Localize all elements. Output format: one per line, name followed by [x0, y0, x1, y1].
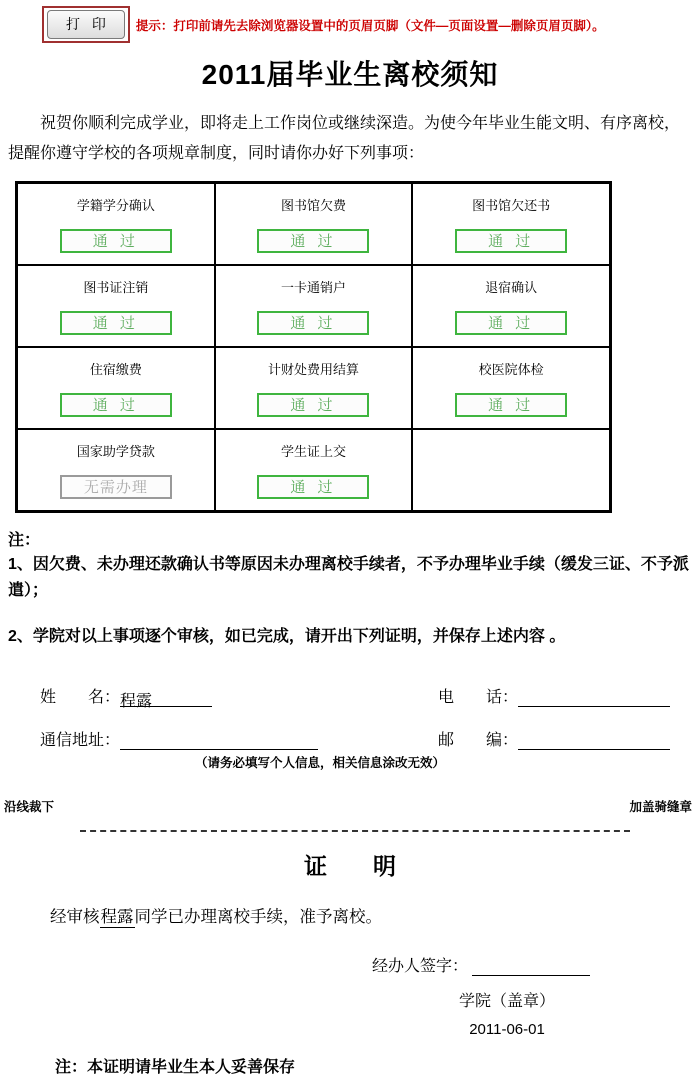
cut-instruction-row: [4, 797, 692, 815]
form-row-address-zip: [40, 727, 670, 750]
notes-heading: 注：: [8, 532, 41, 549]
certificate-student-name: 程露: [100, 908, 134, 926]
signer-line: [372, 953, 642, 976]
seal-across-label: 加盖骑缝章: [629, 800, 692, 814]
checklist-item-label: 退宿确认: [485, 280, 538, 295]
checklist-cell: [412, 429, 610, 511]
checklist-cell: [17, 347, 215, 429]
status-badge: 通 过: [455, 311, 567, 335]
checklist-cell: [412, 183, 610, 265]
address-field: [120, 731, 318, 750]
keep-note: 注：本证明请毕业生本人妥善保存: [55, 1059, 296, 1076]
cut-along-line-label: 沿线裁下: [4, 800, 55, 814]
checklist-item-label: 计财处费用结算: [267, 362, 359, 377]
form-row-name-phone: [40, 684, 670, 710]
status-badge: 通 过: [60, 229, 172, 253]
checklist-cell: [17, 183, 215, 265]
signature-block: [372, 953, 642, 1038]
checklist-item-label: 学籍学分确认: [76, 198, 155, 213]
checklist-cell: [17, 429, 215, 511]
name-field: 程露: [120, 688, 212, 707]
status-badge: 通 过: [257, 475, 369, 499]
phone-label: 电 话：: [437, 689, 518, 706]
intro-paragraph: 祝贺你顺利完成学业，即将走上工作岗位或继续深造。为使今年毕业生能文明、有序离校，提醒你遵守学校的各项规章制度，同时请你办好下列事项：: [8, 115, 681, 162]
checklist-item-label: 住宿缴费: [89, 362, 142, 377]
page-title: 2011届毕业生离校须知: [201, 59, 499, 90]
checklist-item-label: 图书证注销: [83, 280, 149, 295]
certificate-body: [50, 903, 700, 927]
checklist-item-label: 校医院体检: [478, 362, 544, 377]
status-badge: 通 过: [60, 393, 172, 417]
personal-info-form: [0, 684, 700, 771]
checklist-item-label: 图书馆欠费: [280, 198, 346, 213]
certificate-title: 证 明: [304, 853, 396, 879]
notes-section: [8, 527, 690, 650]
checklist-item-label: 国家助学贷款: [76, 444, 155, 459]
status-badge: 通 过: [257, 393, 369, 417]
college-seal-label: 学院（盖章）: [458, 993, 555, 1010]
status-badge: 通 过: [257, 311, 369, 335]
name-label: 姓 名：: [40, 689, 121, 706]
checklist-item-label: 图书馆欠还书: [472, 198, 551, 213]
status-badge: 通 过: [257, 229, 369, 253]
checklist-item-label: 一卡通销户: [280, 280, 346, 295]
zip-field: [518, 731, 670, 750]
fill-note: （请务必填写个人信息，相关信息涂改无效）: [194, 756, 445, 770]
checklist-cell: [215, 265, 413, 347]
checklist-cell: [215, 429, 413, 511]
certificate-body-suffix: 同学已办理离校手续，准予离校。: [134, 908, 382, 926]
checklist-cell: [412, 347, 610, 429]
print-tip-text: 提示：打印前请先去除浏览器设置中的页眉页脚（文件—页面设置—删除页眉页脚）。: [135, 18, 605, 33]
note-item-1: 1、因欠费、未办理还款确认书等原因未办理离校手续者，不予办理毕业手续（缓发三证、不予派遣）；: [8, 556, 689, 599]
zip-label: 邮 编：: [437, 732, 518, 749]
status-badge: 通 过: [455, 393, 567, 417]
checklist-cell: [412, 265, 610, 347]
print-button-highlight-box: [42, 6, 130, 43]
status-badge: 通 过: [60, 311, 172, 335]
phone-field: [518, 688, 670, 707]
status-badge: 通 过: [455, 229, 567, 253]
signer-label: 经办人签字：: [372, 958, 469, 975]
note-item-2: 2、学院对以上事项逐个审核，如已完成，请开出下列证明，并保存上述内容 。: [8, 628, 566, 645]
address-label: 通信地址：: [40, 732, 121, 749]
certificate-date: 2011-06-01: [469, 1021, 545, 1038]
checklist-cell: [215, 347, 413, 429]
print-button[interactable]: 打 印: [47, 10, 125, 39]
checklist-cell: [215, 183, 413, 265]
checklist-cell: [17, 265, 215, 347]
print-toolbar: [0, 0, 700, 43]
status-badge: 无需办理: [60, 475, 172, 499]
signer-field: [472, 957, 590, 976]
certificate-body-prefix: 经审核: [50, 908, 100, 926]
checklist-table: [15, 181, 612, 513]
checklist-item-label: 学生证上交: [280, 444, 346, 459]
cut-dashed-line: [80, 830, 630, 832]
